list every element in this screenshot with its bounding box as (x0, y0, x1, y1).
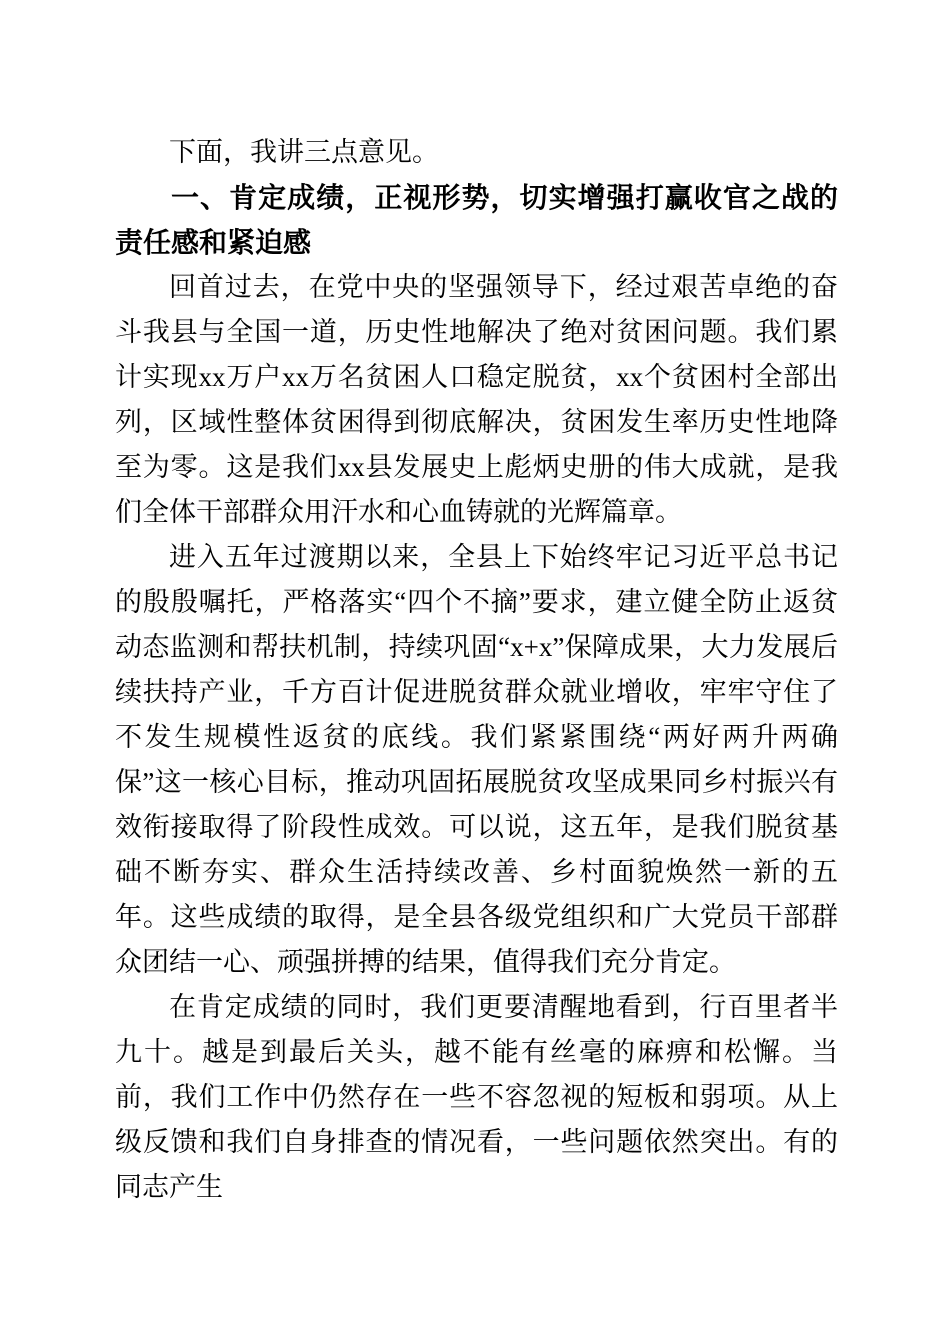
body-paragraph-3: 在肯定成绩的同时，我们更要清醒地看到，行百里者半九十。越是到最后关头，越不能有丝毫的麻痹和松懈。当前，我们工作中仍然存在一些不容忽视的短板和弱项。从上级反馈和我们自身排查的情况看，一些问题依然突出。有的同志产生 (115, 992, 838, 1202)
body-paragraph-1: 回首过去，在党中央的坚强领导下，经过艰苦卓绝的奋斗我县与全国一道，历史性地解决了绝对贫困问题。我们累计实现xx万户xx万名贫困人口稳定脱贫，xx个贫困村全部出列，区域性整体贫困得到彻底解决，贫困发生率历史性地降至为零。这是我们xx县发展史上彪炳史册的伟大成就，是我们全体干部群众用汗水和心血铸就的光辉篇章。 (115, 272, 838, 527)
intro-paragraph: 下面，我讲三点意见。 (169, 137, 439, 167)
body-paragraph-2: 进入五年过渡期以来，全县上下始终牢记习近平总书记的殷殷嘱托，严格落实“四个不摘”要求，建立健全防止返贫动态监测和帮扶机制，持续巩固“x+x”保障成果，大力发展后续扶持产业，千方百计促进脱贫群众就业增收，牢牢守住了不发生规模性返贫的底线。我们紧紧围绕“两好两升两确保”这一核心目标，推动巩固拓展脱贫攻坚成果同乡村振兴有效衔接取得了阶段性成效。可以说，这五年，是我们脱贫基础不断夯实、群众生活持续改善、乡村面貌焕然一新的五年。这些成绩的取得，是全县各级党组织和广大党员干部群众团结一心、顽强拼搏的结果，值得我们充分肯定。 (115, 542, 838, 977)
section-heading: 一、肯定成绩，正视形势，切实增强打赢收官之战的责任感和紧迫感 (115, 182, 838, 258)
